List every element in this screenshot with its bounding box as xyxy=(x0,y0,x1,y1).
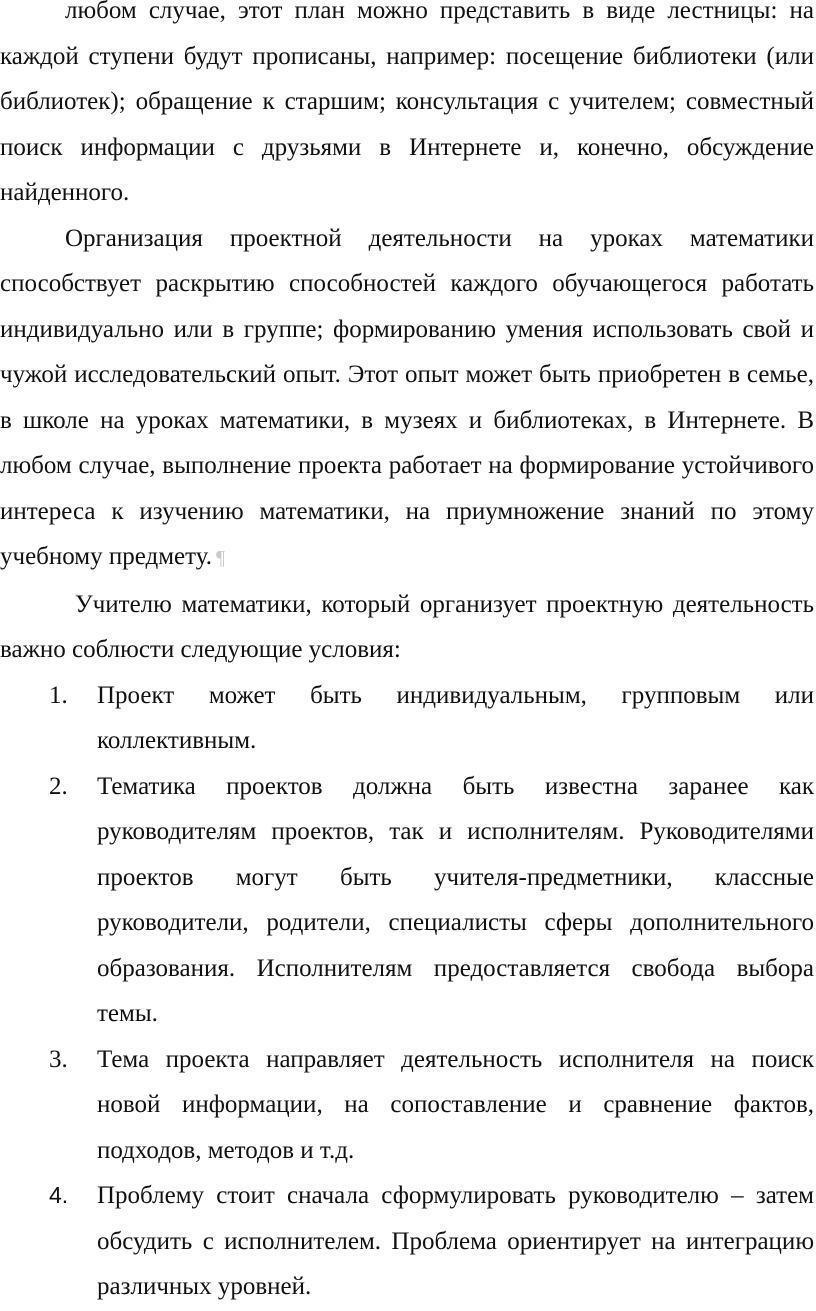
list-item xyxy=(0,764,814,1037)
pilcrow-mark: ¶ xyxy=(216,547,226,569)
list-item-number: 2. xyxy=(49,772,68,800)
paragraph-2-text: Организация проектной деятельности на уроках математики способствует раскрытию способностей каждого обучающегося работать индивидуально или в группе; формированию умения использовать свой и чужой исследовательский опыт. Этот опыт может быть приобретен в семье, в школе на уроках математики, в музеях и библиотеках, в Интернете. В любом случае, выполнение проекта работает на формирование устойчивого интереса к изучению математики, на приумножение знаний по этому учебному предмету. xyxy=(0,224,814,570)
paragraph-conditions-intro xyxy=(0,582,814,673)
list-item xyxy=(0,1037,814,1174)
conditions-list xyxy=(0,673,814,1310)
list-item-number: 1. xyxy=(49,681,68,709)
list-item-number: 3. xyxy=(49,1045,68,1073)
list-item-number: 4. xyxy=(49,1182,69,1208)
list-item-text: Проект может быть индивидуальным, групповым или коллективным. xyxy=(97,681,814,754)
paragraph-project-activity xyxy=(0,216,814,582)
list-item-text: Тема проекта направляет деятельность исполнителя на поиск новой информации, на сопоставление и сравнение фактов, подходов, методов и т.д. xyxy=(97,1045,814,1164)
paragraph-3-text: Учителю математики, который организует проектную деятельность важно соблюсти следующие условия: xyxy=(0,590,814,663)
list-item-text: Тематика проектов должна быть известна заранее как руководителям проектов, так и исполнителям. Руководителями проектов могут быть учителя-предметники, классные руководители, родители, специалисты сферы дополнительного образования. Исполнителям предоставляется свобода выбора темы. xyxy=(97,772,814,1027)
paragraph-continuation xyxy=(0,0,814,216)
paragraph-1-text: любом случае, этот план можно представить в виде лестницы: на каждой ступени будут прописаны, например: посещение библиотеки (или библиотек); обращение к старшим; консультация с учителем; совместный поиск информации с друзьями в Интернете и, конечно, обсуждение найденного. xyxy=(0,0,814,206)
list-item-text: Проблему стоит сначала сформулировать руководителю – затем обсудить с исполнителем. Проблема ориентирует на интеграцию различных уровней. xyxy=(97,1182,814,1300)
list-item xyxy=(0,1173,814,1310)
list-item xyxy=(0,673,814,764)
